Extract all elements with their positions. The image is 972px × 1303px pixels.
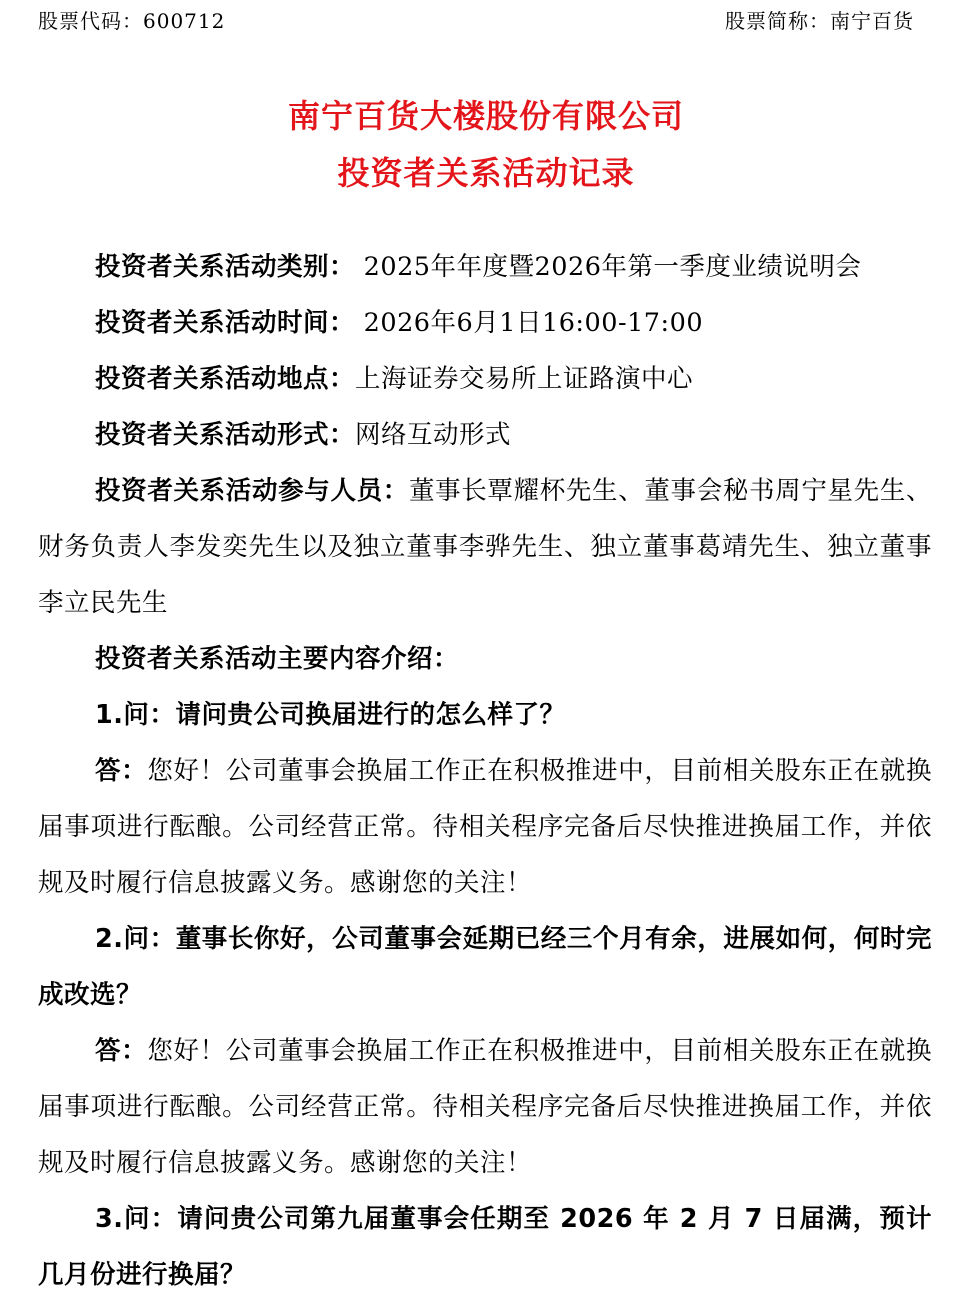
activity-form [38,407,932,463]
question-2-prefix: 2.问： [95,924,176,954]
answer-1-prefix: 答： [95,756,148,786]
answer-1 [38,743,932,911]
stock-abbreviation: 股票简称：南宁百货 [725,9,914,33]
question-3-prefix: 3.问： [95,1204,178,1234]
activity-category-label: 投资者关系活动类别： [95,252,356,282]
answer-2 [38,1023,932,1191]
activity-participants-label: 投资者关系活动参与人员： [95,476,409,506]
question-1 [38,687,932,743]
question-3 [38,1191,932,1303]
question-2 [38,911,932,1023]
document-title: 投资者关系活动记录 [337,154,635,192]
activity-category [38,239,932,295]
question-1-text: 请问贵公司换届进行的怎么样了？ [175,700,566,730]
answer-2-prefix: 答： [95,1036,148,1066]
activity-time-value: 2026年6月1日16:00-17:00 [355,308,704,338]
activity-form-value: 网络互动形式 [355,420,512,450]
activity-time [38,295,932,351]
document-body [38,239,932,1303]
activity-time-label: 投资者关系活动时间： [95,308,356,338]
company-title: 南宁百货大楼股份有限公司 [287,97,684,135]
question-2-text: 董事长你好，公司董事会延期已经三个月有余，进展如何，何时完成改选？ [38,924,932,1010]
activity-form-label: 投资者关系活动形式： [95,420,356,450]
question-3-text: 请问贵公司第九届董事会任期至 2026 年 2 月 7 日届满，预计几月份进行换届？ [38,1204,932,1290]
activity-place [38,351,932,407]
activity-participants-value: 董事长覃耀杯先生、董事会秘书周宁星先生、财务负责人李发奕先生以及独立董事李骅先生、独立董事葛靖先生、独立董事李立民先生 [38,476,932,618]
answer-2-text: 您好！公司董事会换届工作正在积极推进中，目前相关股东正在就换届事项进行酝酿。公司经营正常。待相关程序完备后尽快推进换届工作，并依规及时履行信息披露义务。感谢您的关注！ [38,1036,932,1178]
activity-place-label: 投资者关系活动地点： [95,364,356,394]
question-1-prefix: 1.问： [95,700,176,730]
activity-content-heading [38,631,932,687]
activity-place-value: 上海证券交易所上证路演中心 [355,364,694,394]
stock-code: 股票代码：600712 [38,9,226,33]
activity-participants [38,463,932,631]
activity-content-label: 投资者关系活动主要内容介绍： [95,644,460,674]
answer-1-text: 您好！公司董事会换届工作正在积极推进中，目前相关股东正在就换届事项进行酝酿。公司经营正常。待相关程序完备后尽快推进换届工作，并依规及时履行信息披露义务。感谢您的关注！ [38,756,932,898]
activity-category-value: 2025年年度暨2026年第一季度业绩说明会 [355,252,862,282]
